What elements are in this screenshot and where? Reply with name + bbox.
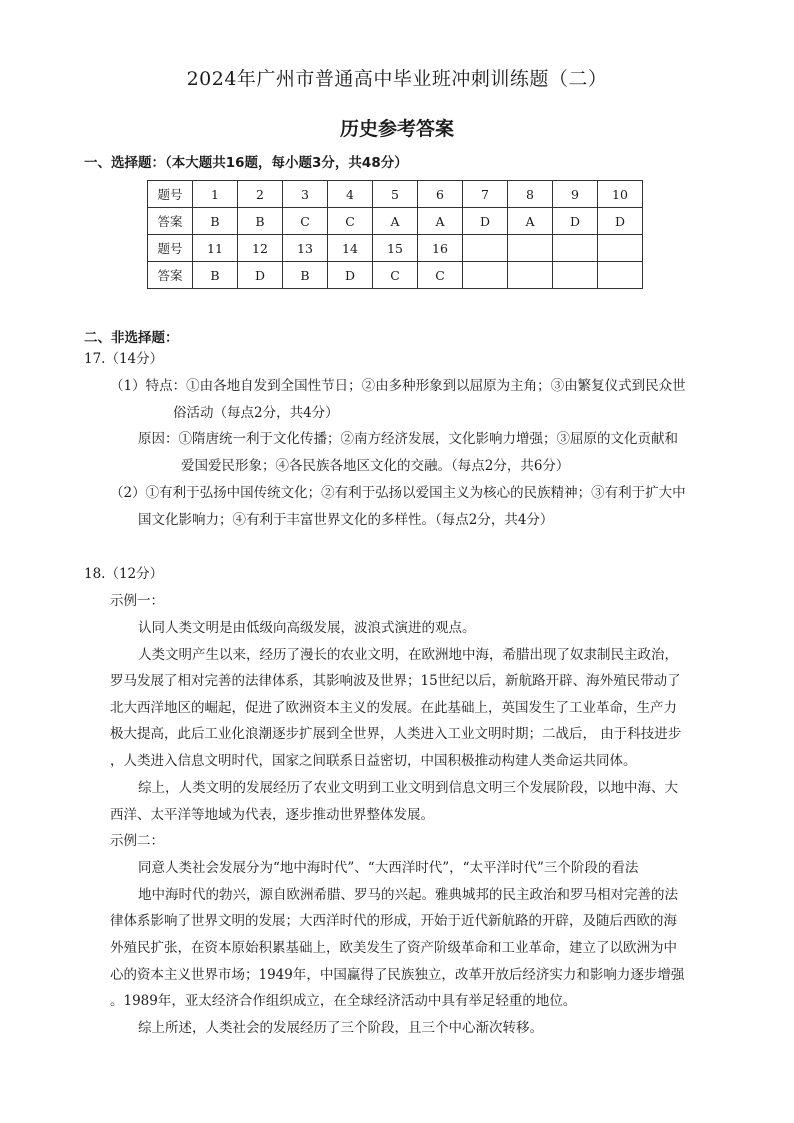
answer-cell: C	[418, 262, 463, 289]
answer-cell	[463, 262, 508, 289]
q18-ex1-line: 西洋、太平洋等地域为代表，逐步推动世界整体发展。	[110, 807, 434, 823]
q18-ex1-line: 人类文明产生以来，经历了漫长的农业文明，在欧洲地中海，希腊出现了奴隶制民主政治，	[138, 647, 678, 663]
answer-cell: D	[463, 208, 508, 235]
row-label-answer: 答案	[148, 208, 193, 235]
question-number-cell: 7	[463, 181, 508, 208]
answer-table	[147, 180, 643, 289]
answer-row	[148, 208, 643, 235]
q18-ex2-line: 综上所述，人类社会的发展经历了三个阶段，且三个中心渐次转移。	[138, 1020, 543, 1036]
q17-label: 17.（14分）	[84, 351, 164, 367]
answer-row	[148, 262, 643, 289]
answer-cell: D	[238, 262, 283, 289]
question-number-cell: 2	[238, 181, 283, 208]
q18-ex1-line: 罗马发展了相对完善的法律体系，其影响波及世界；15世纪以后，新航路开辟、海外殖民带动了	[110, 673, 681, 689]
answer-cell: B	[283, 262, 328, 289]
question-number-cell: 5	[373, 181, 418, 208]
row-label-question: 题号	[148, 235, 193, 262]
section1-heading: 一、选择题：（本大题共16题，每小题3分，共48分）	[84, 155, 408, 171]
q17-p2-line2: 爱国爱民形象；④各民族各地区文化的交融。（每点2分，共6分）	[181, 458, 570, 474]
q18-ex2-line: 同意人类社会发展分为“地中海时代”、“大西洋时代”，“太平洋时代”三个阶段的看法	[138, 860, 639, 876]
question-number-cell: 3	[283, 181, 328, 208]
question-number-cell: 16	[418, 235, 463, 262]
answer-cell: D	[553, 208, 598, 235]
question-number-row	[148, 181, 643, 208]
answer-cell: C	[328, 208, 373, 235]
q18-ex2-line: 。1989年，亚太经济合作组织成立，在全球经济活动中具有举足轻重的地位。	[110, 993, 577, 1009]
q18-ex1-line: ，人类进入信息文明时代，国家之间联系日益密切，中国积极推动构建人类命运共同体。	[110, 753, 637, 769]
q18-ex1-line: 综上，人类文明的发展经历了农业文明到工业文明到信息文明三个发展阶段，以地中海、大	[138, 780, 678, 796]
question-number-cell: 12	[238, 235, 283, 262]
question-number-cell	[463, 235, 508, 262]
answer-cell: B	[238, 208, 283, 235]
row-label-question: 题号	[148, 181, 193, 208]
q18-ex2-line: 心的资本主义世界市场；1949年，中国赢得了民族独立，改革开放后经济实力和影响力逐步增强	[110, 967, 685, 983]
answer-cell: D	[598, 208, 643, 235]
q18-ex2-line: 律体系影响了世界文明的发展；大西洋时代的形成，开始于近代新航路的开辟，及随后西欧的海	[110, 913, 677, 929]
q17-p1-line1: （1）特点：①由各地自发到全国性节日；②由多种形象到以屈原为主角；③由繁复仪式到民众世	[110, 378, 686, 394]
question-number-cell	[598, 235, 643, 262]
question-number-cell	[508, 235, 553, 262]
question-number-cell: 9	[553, 181, 598, 208]
question-number-row	[148, 235, 643, 262]
q18-example2-label: 示例二：	[110, 833, 164, 849]
answer-cell: B	[193, 208, 238, 235]
answer-cell: A	[508, 208, 553, 235]
question-number-cell	[553, 235, 598, 262]
answer-cell: C	[373, 262, 418, 289]
question-number-cell: 13	[283, 235, 328, 262]
q17-p2-line1: 原因：①隋唐统一利于文化传播；②南方经济发展，文化影响力增强；③屈原的文化贡献和	[138, 431, 678, 447]
q18-label: 18.（12分）	[84, 566, 164, 582]
question-number-cell: 4	[328, 181, 373, 208]
q17-p3-line2: 国文化影响力；④有利于丰富世界文化的多样性。（每点2分，共4分）	[138, 512, 554, 528]
q18-ex1-line: 认同人类文明是由低级向高级发展，波浪式演进的观点。	[138, 620, 476, 636]
q18-ex2-line: 地中海时代的勃兴，源自欧洲希腊、罗马的兴起。雅典城邦的民主政治和罗马相对完善的法	[138, 887, 678, 903]
question-number-cell: 6	[418, 181, 463, 208]
answer-cell: A	[373, 208, 418, 235]
document-subtitle: 历史参考答案	[339, 118, 454, 140]
q18-ex2-line: 外殖民扩张，在资本原始积累基础上，欧美发生了资产阶级革命和工业革命，建立了以欧洲为中	[110, 940, 677, 956]
answer-cell	[598, 262, 643, 289]
q17-p1-line2: 俗活动（每点2分，共4分）	[173, 405, 339, 421]
q17-p3-line1: （2）①有利于弘扬中国传统文化；②有利于弘扬以爱国主义为核心的民族精神；③有利于扩大中	[110, 485, 686, 501]
question-number-cell: 14	[328, 235, 373, 262]
q18-ex1-line: 极大提高，此后工业化浪潮逐步扩展到全世界，人类进入工业文明时期；二战后， 由于科技进步	[110, 726, 682, 742]
answer-cell	[508, 262, 553, 289]
question-number-cell: 10	[598, 181, 643, 208]
question-number-cell: 8	[508, 181, 553, 208]
answer-cell: D	[328, 262, 373, 289]
document-title: 2024年广州市普通高中毕业班冲刺训练题（二）	[186, 68, 608, 90]
question-number-cell: 15	[373, 235, 418, 262]
section2-heading: 二、非选择题：	[84, 330, 179, 346]
question-number-cell: 1	[193, 181, 238, 208]
q18-ex1-line: 北大西洋地区的崛起，促进了欧洲资本主义的发展。在此基础上，英国发生了工业革命，生产力	[110, 700, 677, 716]
question-number-cell: 11	[193, 235, 238, 262]
row-label-answer: 答案	[148, 262, 193, 289]
answer-cell: C	[283, 208, 328, 235]
answer-cell: A	[418, 208, 463, 235]
q18-example1-label: 示例一：	[110, 593, 164, 609]
answer-cell	[553, 262, 598, 289]
answer-cell: B	[193, 262, 238, 289]
